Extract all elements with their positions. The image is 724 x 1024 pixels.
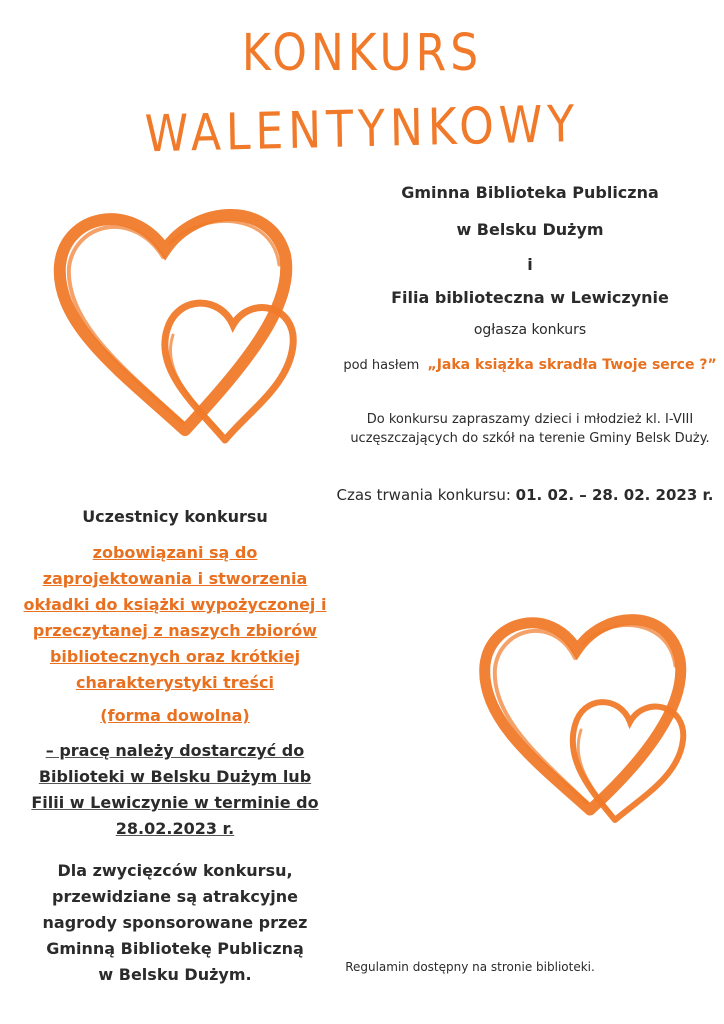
duration-dates: 01. 02. – 28. 02. 2023 r. — [515, 486, 714, 504]
organizer-line2: w Belsku Dużym — [456, 220, 604, 239]
rules-note: Regulamin dostępny na stronie biblioteki. — [345, 960, 595, 974]
motto-text: „Jaka książka skradła Twoje serce ?” — [427, 357, 717, 373]
double-heart-icon — [35, 195, 305, 455]
task-line: bibliotecznych oraz krótkiej — [49, 647, 301, 666]
double-heart-icon — [465, 600, 705, 830]
prizes-block — [10, 858, 340, 988]
delivery-line: – pracę należy dostarczyć do — [45, 741, 305, 760]
delivery-line: Filii w Lewiczynie w terminie do — [31, 793, 319, 812]
motto-prefix: pod hasłem — [343, 358, 420, 373]
prizes-line: Gminną Bibliotekę Publiczną — [46, 939, 304, 958]
prizes-line: nagrody sponsorowane przez — [42, 913, 308, 932]
motto-line — [335, 357, 724, 373]
announces-text: ogłasza konkurs — [473, 322, 587, 338]
prizes-line: Dla zwycięzców konkursu, — [57, 861, 293, 880]
task-line: okładki do książki wypożyczonej i — [23, 595, 327, 614]
duration-line — [330, 486, 720, 504]
title-walentynkowy: WALENTYNKOWY — [144, 94, 580, 165]
delivery-line: 28.02.2023 r. — [115, 819, 235, 838]
title-konkurs: KONKURS — [241, 24, 483, 83]
task-line: zaprojektowania i stworzenia — [42, 569, 308, 588]
delivery-line: Biblioteki w Belsku Dużym lub — [38, 767, 312, 786]
participants-heading: Uczestnicy konkursu — [82, 507, 268, 526]
organizer-line3: i — [527, 255, 533, 274]
invitation-line2: uczęszczających do szkół na terenie Gminy Belsk Duży. — [350, 431, 710, 446]
organizer-line1: Gminna Biblioteka Publiczna — [401, 183, 659, 202]
duration-label: Czas trwania konkursu: — [336, 486, 511, 504]
task-line: charakterystyki treści — [76, 673, 274, 692]
invitation-line1: Do konkursu zapraszamy dzieci i młodzież kl. I-VIII — [366, 412, 694, 427]
task-line: przeczytanej z naszych zbiorów — [32, 621, 318, 640]
participants-task — [10, 540, 340, 696]
delivery-block — [10, 738, 340, 842]
prizes-line: przewidziane są atrakcyjne — [52, 887, 298, 906]
task-line: zobowiązani są do — [92, 543, 258, 562]
organizer-line4: Filia biblioteczna w Lewiczynie — [391, 288, 669, 307]
prizes-line: w Belsku Dużym. — [98, 965, 252, 984]
form-note: (forma dowolna) — [100, 706, 250, 725]
